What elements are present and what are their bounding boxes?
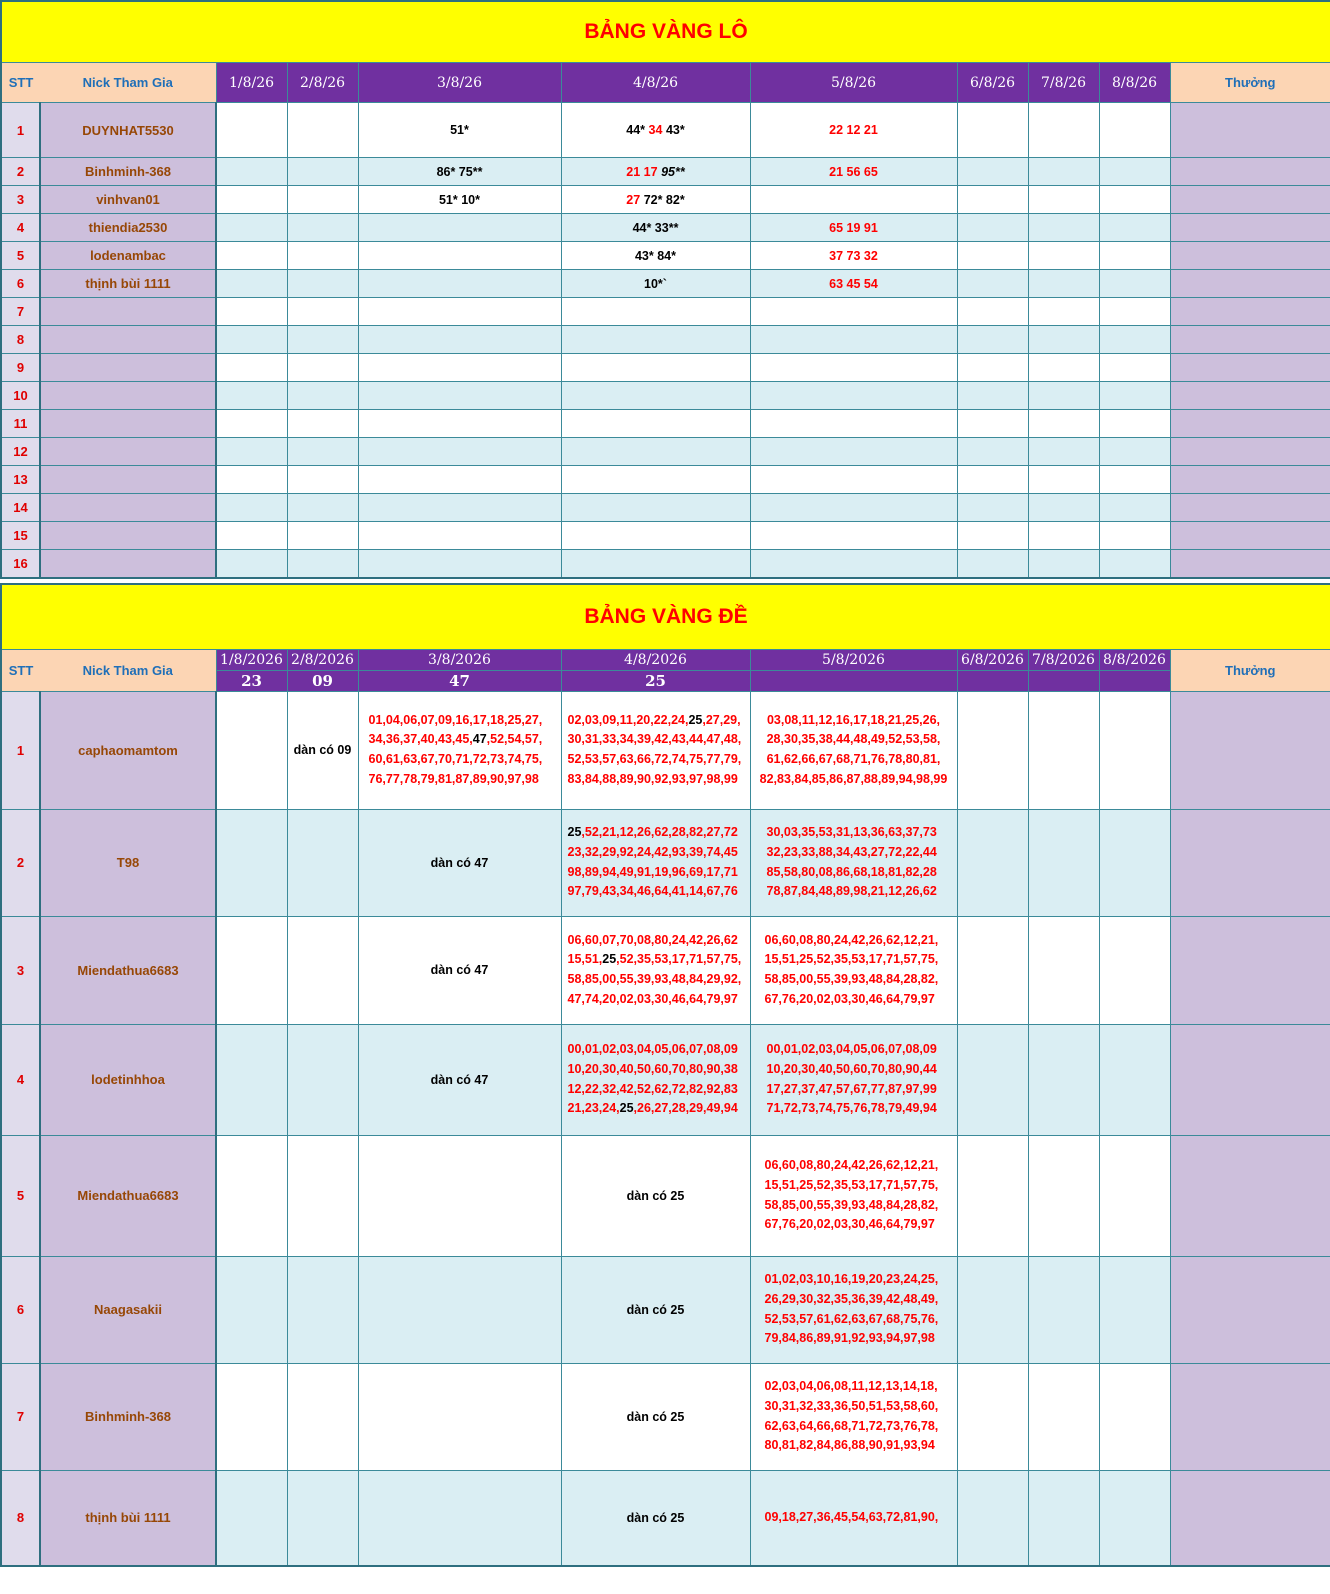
lo-cell-4-8: 43* 84*	[561, 242, 750, 270]
de-row	[1, 1470, 1330, 1566]
lo-cell-3-8: 51*	[358, 103, 561, 158]
de-cell-4-8: dàn có 25	[561, 1470, 750, 1566]
lo-row	[1, 494, 1330, 522]
de-result-4: 25	[561, 670, 750, 691]
lo-cell-4-8: 21 17 95**	[561, 158, 750, 186]
de-cell-5-8: 01,02,03,10,16,19,20,23,24,25, 26,29,30,32,35,36,39,42,48,49, 52,53,57,61,62,63,67,68,75,76, 79,84,86,89,91,92,93,94,97,98	[750, 1256, 957, 1363]
de-header-date-1: 1/8/2026	[216, 649, 287, 670]
de-row-stt: 7	[1, 1363, 40, 1470]
de-header-date-7: 7/8/2026	[1028, 649, 1099, 670]
de-cell-5-8: 02,03,04,06,08,11,12,13,14,18, 30,31,32,33,36,50,51,53,58,60, 62,63,64,66,68,71,72,73,76,78, 80,81,82,84,86,88,90,91,93,94	[750, 1363, 957, 1470]
lo-header-stt: STT	[1, 63, 40, 103]
de-row	[1, 1135, 1330, 1256]
de-header-date-5: 5/8/2026	[750, 649, 957, 670]
lo-row-nick: vinhvan01	[40, 186, 216, 214]
lo-row	[1, 242, 1330, 270]
de-row-stt: 5	[1, 1135, 40, 1256]
lo-cell-4-8: 44* 34 43*	[561, 103, 750, 158]
lo-header-date-7: 7/8/26	[1028, 63, 1099, 103]
lo-header-date-3: 3/8/26	[358, 63, 561, 103]
de-cell-5-8: 09,18,27,36,45,54,63,72,81,90,	[750, 1470, 957, 1566]
de-cell-4-8: 25,52,21,12,26,62,28,82,27,72 23,32,29,92,24,42,93,39,74,45 98,89,94,49,91,19,96,69,17,71 97,79,43,34,46,64,41,14,67,76	[561, 809, 750, 916]
de-table	[0, 583, 1330, 1568]
lo-header-date-1: 1/8/26	[216, 63, 287, 103]
lo-row-thuong	[1170, 103, 1330, 158]
de-result-2: 09	[287, 670, 358, 691]
lo-row	[1, 522, 1330, 550]
de-header-stt: STT	[1, 649, 40, 691]
de-cell-4-8: dàn có 25	[561, 1363, 750, 1470]
lo-row-stt: 1	[1, 103, 40, 158]
lo-row	[1, 158, 1330, 186]
lo-header-date-4: 4/8/26	[561, 63, 750, 103]
lo-table	[0, 0, 1330, 579]
de-cell-4-8: 02,03,09,11,20,22,24,25,27,29, 30,31,33,34,39,42,43,44,47,48, 52,53,57,63,66,72,74,75,77,79, 83,84,88,89,90,92,93,97,98,99	[561, 691, 750, 809]
lo-row	[1, 270, 1330, 298]
lo-cell-4-8: 27 72* 82*	[561, 186, 750, 214]
lo-header-date-6: 6/8/26	[957, 63, 1028, 103]
de-result-1: 23	[216, 670, 287, 691]
de-row-nick: lodetinhhoa	[40, 1024, 216, 1135]
de-row	[1, 1363, 1330, 1470]
lo-cell-3-8: 86* 75**	[358, 158, 561, 186]
de-row-nick: Miendathua6683	[40, 916, 216, 1024]
de-result-7	[1028, 670, 1099, 691]
lo-row-nick: lodenambac	[40, 242, 216, 270]
lo-title: BẢNG VÀNG LÔ	[1, 1, 1330, 63]
de-cell-2-8: dàn có 09	[287, 691, 358, 809]
lo-row-stt: 14	[1, 494, 40, 522]
lo-cell-5-8: 65 19 91	[750, 214, 957, 242]
lo-cell-3-8: 51* 10*	[358, 186, 561, 214]
de-cell-3-8: dàn có 47	[358, 1024, 561, 1135]
lo-row-stt: 4	[1, 214, 40, 242]
lo-cell-4-8: 44* 33**	[561, 214, 750, 242]
de-title: BẢNG VÀNG ĐỀ	[1, 584, 1330, 650]
lo-header-date-2: 2/8/26	[287, 63, 358, 103]
de-cell-4-8: 06,60,07,70,08,80,24,42,26,62 15,51,25,52,35,53,17,71,57,75, 58,85,00,55,39,93,48,84,29,92, 47,74,20,02,03,30,46,64,79,97	[561, 916, 750, 1024]
lo-header-date-8: 8/8/26	[1099, 63, 1170, 103]
lo-row-stt: 6	[1, 270, 40, 298]
lo-row	[1, 214, 1330, 242]
lo-row-stt: 9	[1, 354, 40, 382]
lo-header-thuong: Thưởng	[1170, 63, 1330, 103]
de-cell-4-8: dàn có 25	[561, 1256, 750, 1363]
lo-row-stt: 10	[1, 382, 40, 410]
de-row-nick: thịnh bùi 1111	[40, 1470, 216, 1566]
lo-row	[1, 438, 1330, 466]
de-row-stt: 6	[1, 1256, 40, 1363]
de-header-date-6: 6/8/2026	[957, 649, 1028, 670]
lo-row	[1, 410, 1330, 438]
de-result-5	[750, 670, 957, 691]
de-result-6	[957, 670, 1028, 691]
lo-header-nick: Nick Tham Gia	[40, 63, 216, 103]
lo-row-stt: 16	[1, 550, 40, 578]
lo-row	[1, 466, 1330, 494]
de-cell-3-8: dàn có 47	[358, 809, 561, 916]
de-header-nick: Nick Tham Gia	[40, 649, 216, 691]
de-row	[1, 809, 1330, 916]
lo-row-nick: thịnh bùi 1111	[40, 270, 216, 298]
de-header-date-3: 3/8/2026	[358, 649, 561, 670]
lo-header-date-5: 5/8/26	[750, 63, 957, 103]
de-row-stt: 1	[1, 691, 40, 809]
de-row-nick: Miendathua6683	[40, 1135, 216, 1256]
lo-row-nick: DUYNHAT5530	[40, 103, 216, 158]
lo-cell-5-8: 22 12 21	[750, 103, 957, 158]
de-row	[1, 916, 1330, 1024]
de-header-date-8: 8/8/2026	[1099, 649, 1170, 670]
lo-cell-5-8: 37 73 32	[750, 242, 957, 270]
de-row	[1, 1256, 1330, 1363]
de-row-nick: Naagasakii	[40, 1256, 216, 1363]
de-header-thuong: Thưởng	[1170, 649, 1330, 691]
lo-row-stt: 15	[1, 522, 40, 550]
de-header-date-row	[1, 649, 1330, 670]
de-row-stt: 8	[1, 1470, 40, 1566]
de-row	[1, 691, 1330, 809]
lo-cell-5-8: 21 56 65	[750, 158, 957, 186]
lo-row	[1, 103, 1330, 158]
de-header-date-2: 2/8/2026	[287, 649, 358, 670]
de-row-nick: Binhminh-368	[40, 1363, 216, 1470]
de-cell-5-8: 30,03,35,53,31,13,36,63,37,73 32,23,33,88,34,43,27,72,22,44 85,58,80,08,86,68,18,81,82,28 78,87,84,48,89,98,21,12,26,62	[750, 809, 957, 916]
de-row-stt: 2	[1, 809, 40, 916]
de-header-date-4: 4/8/2026	[561, 649, 750, 670]
de-row-nick: T98	[40, 809, 216, 916]
de-row-stt: 4	[1, 1024, 40, 1135]
de-row	[1, 1024, 1330, 1135]
de-cell-4-8: dàn có 25	[561, 1135, 750, 1256]
de-row-nick: caphaomamtom	[40, 691, 216, 809]
lo-row-stt: 2	[1, 158, 40, 186]
lo-row	[1, 326, 1330, 354]
lo-cell-5-8: 63 45 54	[750, 270, 957, 298]
lo-row-stt: 12	[1, 438, 40, 466]
de-cell-5-8: 06,60,08,80,24,42,26,62,12,21, 15,51,25,52,35,53,17,71,57,75, 58,85,00,55,39,93,48,84,28,82, 67,76,20,02,03,30,46,64,79,97	[750, 916, 957, 1024]
lo-cell-4-8: 10*`	[561, 270, 750, 298]
lo-row-stt: 3	[1, 186, 40, 214]
lo-row-stt: 5	[1, 242, 40, 270]
de-result-8	[1099, 670, 1170, 691]
lo-row	[1, 186, 1330, 214]
de-result-3: 47	[358, 670, 561, 691]
lo-row-nick: Binhminh-368	[40, 158, 216, 186]
de-cell-3-8: dàn có 47	[358, 916, 561, 1024]
lo-header-row	[1, 63, 1330, 103]
lo-row-nick: thiendia2530	[40, 214, 216, 242]
lo-row-stt: 7	[1, 298, 40, 326]
lo-row	[1, 354, 1330, 382]
lo-row	[1, 550, 1330, 578]
lo-row-stt: 8	[1, 326, 40, 354]
lo-cell-5-8	[750, 186, 957, 214]
de-row-stt: 3	[1, 916, 40, 1024]
lo-row-stt: 13	[1, 466, 40, 494]
de-cell-3-8: 01,04,06,07,09,16,17,18,25,27, 34,36,37,40,43,45,47,52,54,57, 60,61,63,67,70,71,72,73,74,75, 76,77,78,79,81,87,89,90,97,98	[358, 691, 561, 809]
de-cell-4-8: 00,01,02,03,04,05,06,07,08,09 10,20,30,40,50,60,70,80,90,38 12,22,32,42,52,62,72,82,92,83 21,23,24,25,26,27,28,29,49,94	[561, 1024, 750, 1135]
lo-row	[1, 382, 1330, 410]
de-cell-5-8: 00,01,02,03,04,05,06,07,08,09 10,20,30,40,50,60,70,80,90,44 17,27,37,47,57,67,77,87,97,99 71,72,73,74,75,76,78,79,49,94	[750, 1024, 957, 1135]
de-cell-5-8: 06,60,08,80,24,42,26,62,12,21, 15,51,25,52,35,53,17,71,57,75, 58,85,00,55,39,93,48,84,28,82, 67,76,20,02,03,30,46,64,79,97	[750, 1135, 957, 1256]
lo-row	[1, 298, 1330, 326]
de-cell-5-8: 03,08,11,12,16,17,18,21,25,26, 28,30,35,38,44,48,49,52,53,58, 61,62,66,67,68,71,76,78,80,81, 82,83,84,85,86,87,88,89,94,98,99	[750, 691, 957, 809]
lo-row-stt: 11	[1, 410, 40, 438]
